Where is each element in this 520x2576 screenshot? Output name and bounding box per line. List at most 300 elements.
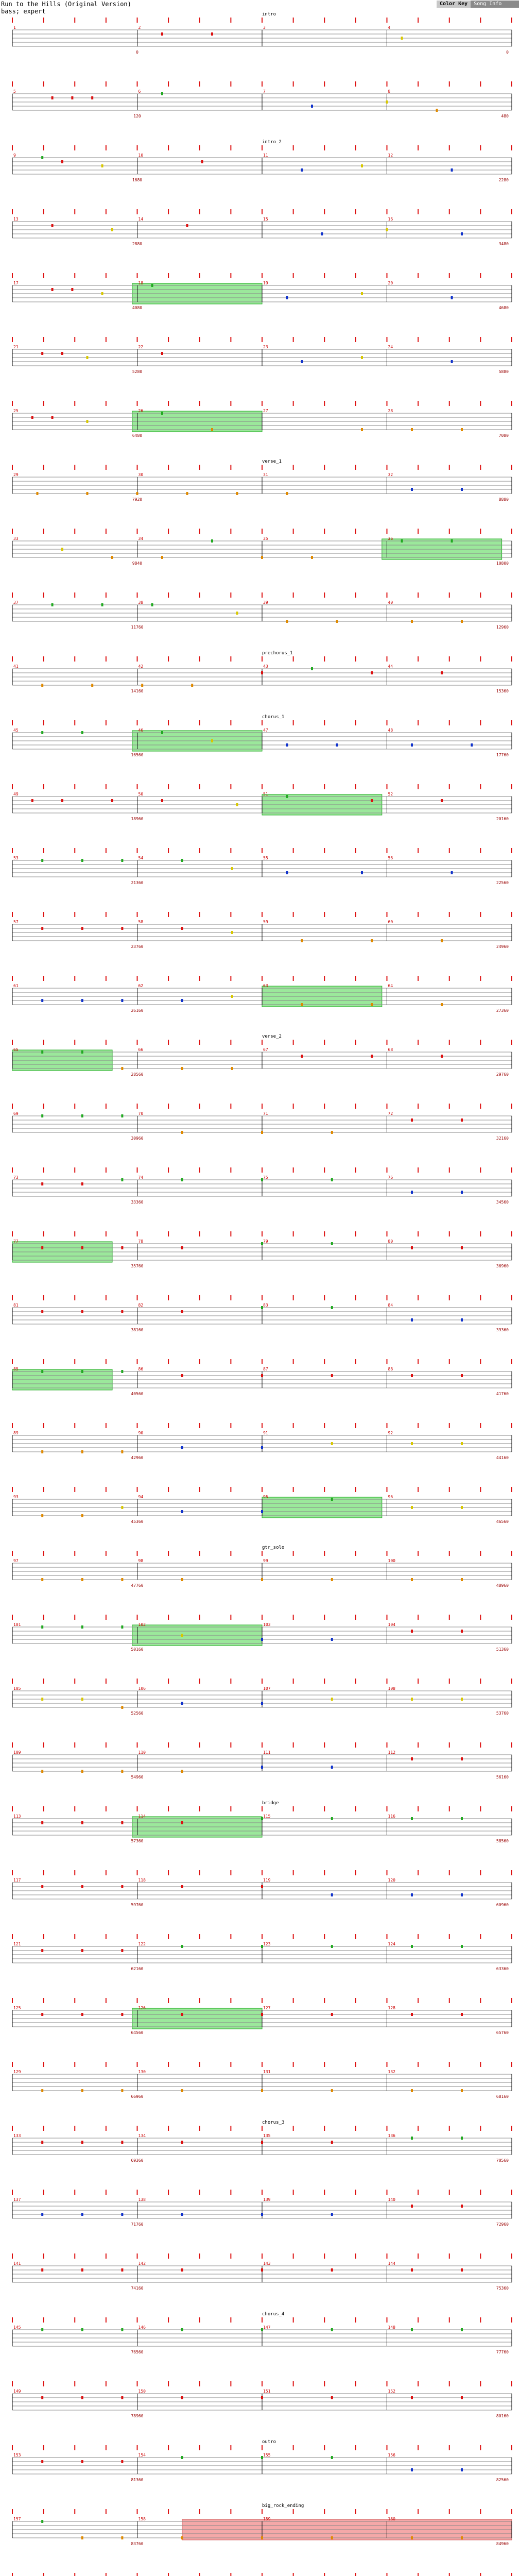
row-score-end: 70560: [496, 2158, 509, 2163]
note-gem: [451, 539, 453, 543]
measure-number: 66: [138, 1047, 144, 1052]
measure-number: 150: [138, 2389, 146, 2394]
measure-number: 134: [138, 2133, 146, 2138]
chart-row: [12, 1870, 512, 1907]
song-info-link[interactable]: Song Info: [471, 1, 519, 8]
note-gem: [41, 2520, 43, 2523]
measure-number: 78: [138, 1239, 144, 1244]
chart-row: [12, 2439, 512, 2482]
measure-number: 21: [13, 345, 19, 349]
note-gem: [121, 1506, 123, 1509]
chart-row: [12, 1487, 512, 1524]
measure-number: 50: [138, 792, 144, 796]
chart-row: [12, 1231, 512, 1268]
note-gem: [81, 2536, 83, 2539]
note-gem: [411, 1374, 413, 1377]
note-gem: [261, 1817, 263, 1820]
note-gem: [461, 1698, 463, 1701]
row-score: 28560: [131, 1072, 144, 1077]
note-gem: [81, 2268, 83, 2272]
measure-number: 76: [388, 1175, 393, 1180]
note-gem: [51, 96, 54, 99]
measure-number: 95: [263, 1495, 268, 1499]
chart-row: [12, 1801, 512, 1843]
measure-number: 35: [263, 536, 268, 541]
measure-number: 43: [263, 664, 268, 669]
chart-row: [12, 912, 512, 949]
measure-number: 148: [388, 2325, 395, 2330]
note-gem: [41, 1578, 43, 1581]
note-gem: [451, 168, 453, 172]
note-gem: [41, 1370, 43, 1373]
measure-number: 20: [388, 281, 393, 285]
measure-number: 116: [388, 1814, 395, 1819]
note-gem: [411, 1578, 413, 1581]
note-gem: [181, 1885, 183, 1888]
note-gem: [81, 2213, 83, 2216]
note-gem: [331, 2089, 333, 2092]
note-gem: [261, 556, 263, 559]
note-gem: [111, 799, 113, 802]
measure-number: 125: [13, 2006, 21, 2010]
measure-number: 47: [263, 728, 268, 733]
measure-number: 111: [263, 1750, 271, 1755]
note-gem: [41, 2141, 43, 2144]
chart-row: [12, 651, 512, 693]
note-gem: [81, 927, 83, 930]
chart-row: [12, 2120, 512, 2163]
row-score: 76560: [131, 2350, 144, 2354]
measure-number: 7: [263, 89, 266, 94]
note-gem: [41, 2328, 43, 2331]
row-score-end: 41760: [496, 1392, 509, 1396]
measure-number: 145: [13, 2325, 21, 2330]
measure-number: 113: [13, 1814, 21, 1819]
note-gem: [181, 1702, 183, 1705]
note-gem: [31, 416, 33, 419]
note-gem: [181, 1945, 183, 1948]
note-gem: [411, 1118, 413, 1122]
row-score-end: 60960: [496, 1903, 509, 1907]
note-gem: [331, 1638, 333, 1641]
note-gem: [111, 228, 113, 231]
note-gem: [411, 620, 413, 623]
note-gem: [261, 1945, 263, 1948]
measure-number: 98: [138, 1558, 144, 1563]
note-gem: [371, 799, 373, 802]
note-gem: [461, 2536, 463, 2539]
note-gem: [411, 428, 413, 431]
note-gem: [461, 1374, 463, 1377]
note-gem: [81, 2328, 83, 2331]
note-gem: [81, 1514, 83, 1517]
note-gem: [81, 1821, 83, 1824]
row-score: 71760: [131, 2222, 144, 2227]
note-gem: [41, 684, 43, 687]
note-gem: [331, 1498, 333, 1501]
row-score: 120: [133, 114, 141, 118]
measure-number: 146: [138, 2325, 146, 2330]
note-gem: [136, 492, 138, 495]
note-gem: [461, 1318, 463, 1321]
row-score: 1680: [132, 178, 143, 182]
chart-row: [12, 848, 512, 885]
note-gem: [386, 228, 388, 231]
measure-number: 127: [263, 2006, 271, 2010]
note-gem: [41, 1182, 43, 1185]
row-score: 62160: [131, 1967, 144, 1971]
row-score-end: 48960: [496, 1583, 509, 1588]
note-gem: [121, 2328, 123, 2331]
note-gem: [41, 731, 43, 734]
chart-row: [12, 273, 512, 310]
measure-number: 27: [263, 409, 268, 413]
note-gem: [331, 2268, 333, 2272]
note-gem: [41, 1821, 43, 1824]
note-gem: [121, 1067, 123, 1070]
note-gem: [321, 232, 323, 235]
note-gem: [261, 1766, 263, 1769]
row-score-end: 36960: [496, 1264, 509, 1268]
measure-number: 124: [388, 1942, 395, 1946]
section-label: chorus_4: [262, 2312, 285, 2317]
row-score-end: 32160: [496, 1136, 509, 1141]
note-gem: [311, 105, 313, 108]
note-gem: [181, 2456, 183, 2459]
note-gem: [461, 1817, 463, 1820]
note-gem: [31, 799, 33, 802]
note-gem: [261, 1242, 263, 1245]
row-score: 47760: [131, 1583, 144, 1588]
measure-number: 108: [388, 1686, 395, 1691]
note-gem: [401, 37, 403, 40]
note-gem: [471, 743, 473, 747]
measure-number: 110: [138, 1750, 146, 1755]
chart-row: [12, 1423, 512, 1460]
note-gem: [81, 1310, 83, 1313]
measure-number: 30: [138, 472, 144, 477]
row-score: 69360: [131, 2158, 144, 2163]
note-gem: [186, 224, 188, 227]
measure-number: 58: [138, 920, 144, 924]
row-score: 9840: [132, 561, 143, 566]
note-gem: [181, 1131, 183, 1134]
note-gem: [121, 859, 123, 862]
measure-number: 97: [13, 1558, 19, 1563]
note-gem: [91, 96, 93, 99]
row-score: 2880: [132, 242, 143, 246]
note-gem: [211, 32, 213, 36]
measure-number: 107: [263, 1686, 271, 1691]
note-gem: [151, 603, 153, 606]
note-gem: [411, 1817, 413, 1820]
note-gem: [37, 492, 39, 495]
row-score-end: 15360: [496, 689, 509, 693]
row-score: 78960: [131, 2414, 144, 2418]
measure-number: 122: [138, 1942, 146, 1946]
measure-number: 62: [138, 984, 144, 988]
measure-number: 42: [138, 664, 144, 669]
note-gem: [331, 1178, 333, 1181]
note-gem: [331, 1242, 333, 1245]
chart-row: [12, 459, 512, 502]
row-score: 14160: [131, 689, 144, 693]
measure-number: 31: [263, 472, 268, 477]
section-label: gtr_solo: [262, 1545, 285, 1550]
chart-row: [12, 2573, 512, 2576]
measure-number: 160: [388, 2517, 395, 2521]
measure-number: 159: [263, 2517, 271, 2521]
chart-row: [12, 2381, 512, 2418]
chart-row: [12, 1615, 512, 1652]
measure-number: 84: [388, 1303, 393, 1308]
row-score: 66960: [131, 2094, 144, 2099]
note-gem: [231, 995, 233, 998]
measure-number: 133: [13, 2133, 21, 2138]
note-gem: [331, 2396, 333, 2399]
note-gem: [261, 1446, 263, 1449]
row-score: 18960: [131, 817, 144, 821]
note-gem: [461, 2396, 463, 2399]
measure-number: 10: [138, 153, 144, 158]
note-gem: [261, 2141, 263, 2144]
chart-row: [12, 2062, 512, 2099]
note-gem: [261, 1178, 263, 1181]
chart-row: [12, 81, 512, 118]
note-gem: [236, 612, 238, 615]
row-score-end: 39360: [496, 1328, 509, 1332]
measure-number: 23: [263, 345, 268, 349]
measure-number: 52: [388, 792, 393, 796]
row-score: 74160: [131, 2286, 144, 2291]
note-gem: [41, 2213, 43, 2216]
measure-number: 90: [138, 1431, 144, 1435]
row-score: 4080: [132, 306, 143, 310]
note-gem: [361, 356, 363, 359]
note-gem: [81, 1370, 83, 1373]
chart-row: [12, 337, 512, 374]
note-gem: [181, 1770, 183, 1773]
note-gem: [181, 2013, 183, 2016]
measure-number: 109: [13, 1750, 21, 1755]
note-gem: [81, 2460, 83, 2463]
measure-number: 51: [263, 792, 268, 796]
note-gem: [411, 1318, 413, 1321]
row-score-end: 22560: [496, 880, 509, 885]
measure-number: 36: [388, 536, 393, 541]
measure-number: 26: [138, 409, 144, 413]
chart-row: [12, 140, 512, 182]
note-gem: [81, 2013, 83, 2016]
note-gem: [331, 2456, 333, 2459]
note-gem: [41, 2013, 43, 2016]
chart-row: [12, 2503, 512, 2546]
measure-number: 99: [263, 1558, 268, 1563]
note-gem: [181, 2089, 183, 2092]
measure-number: 64: [388, 984, 393, 988]
note-gem: [181, 859, 183, 862]
note-gem: [51, 224, 54, 227]
measure-number: 149: [13, 2389, 21, 2394]
measure-number: 103: [263, 1622, 271, 1627]
row-score-end: 72960: [496, 2222, 509, 2227]
note-gem: [81, 1578, 83, 1581]
section-label: bridge: [262, 1801, 279, 1806]
measure-number: 41: [13, 664, 19, 669]
measure-number: 93: [13, 1495, 19, 1499]
note-gem: [261, 2268, 263, 2272]
note-gem: [121, 2268, 123, 2272]
note-gem: [181, 2328, 183, 2331]
note-gem: [261, 1374, 263, 1377]
note-gem: [411, 2536, 413, 2539]
note-gem: [81, 1246, 83, 1249]
measure-number: 126: [138, 2006, 146, 2010]
note-gem: [451, 871, 453, 874]
color-key-label[interactable]: Color Key: [437, 1, 471, 8]
measure-number: 38: [138, 600, 144, 605]
note-gem: [101, 164, 103, 167]
note-gem: [436, 109, 438, 112]
measure-number: 153: [13, 2453, 21, 2458]
note-gem: [211, 428, 213, 431]
measure-number: 147: [263, 2325, 271, 2330]
row-score-end: 53760: [496, 1711, 509, 1716]
measure-number: 39: [263, 600, 268, 605]
note-gem: [331, 1817, 333, 1820]
note-gem: [331, 1893, 333, 1896]
row-score-end: 80160: [496, 2414, 509, 2418]
note-gem: [181, 2141, 183, 2144]
note-gem: [121, 927, 123, 930]
note-gem: [441, 939, 443, 942]
chart-row: [12, 1545, 512, 1588]
measure-number: 137: [13, 2197, 21, 2202]
measure-number: 60: [388, 920, 393, 924]
measure-number: 56: [388, 856, 393, 860]
measure-number: 106: [138, 1686, 146, 1691]
measure-number: 70: [138, 1111, 144, 1116]
measure-number: 87: [263, 1367, 268, 1371]
row-score: 26160: [131, 1008, 144, 1013]
note-gem: [286, 492, 288, 495]
note-gem: [331, 1766, 333, 1769]
row-score-end: 68160: [496, 2094, 509, 2099]
measure-number: 55: [263, 856, 268, 860]
note-gem: [411, 1191, 413, 1194]
note-gem: [161, 799, 163, 802]
note-gem: [331, 1698, 333, 1701]
note-gem: [361, 164, 363, 167]
note-gem: [181, 1634, 183, 1637]
note-gem: [411, 1698, 413, 1701]
measure-number: 61: [13, 984, 19, 988]
note-gem: [91, 684, 93, 687]
measure-number: 6: [138, 89, 141, 94]
row-score-end: 17760: [496, 753, 509, 757]
note-gem: [41, 1885, 43, 1888]
note-gem: [331, 1131, 333, 1134]
section-label: chorus_1: [262, 715, 285, 720]
measure-number: 104: [388, 1622, 395, 1627]
note-gem: [41, 1114, 43, 1117]
note-gem: [461, 1757, 463, 1760]
note-gem: [41, 1514, 43, 1517]
chart-row: [12, 1742, 512, 1780]
measure-number: 141: [13, 2261, 21, 2266]
measure-number: 85: [13, 1367, 19, 1371]
measure-number: 129: [13, 2070, 21, 2074]
note-gem: [261, 2328, 263, 2331]
note-gem: [81, 1114, 83, 1117]
note-gem: [71, 288, 73, 291]
section-label: intro_2: [262, 140, 282, 145]
measure-number: 91: [263, 1431, 268, 1435]
measure-number: 17: [13, 281, 19, 285]
note-gem: [411, 488, 413, 491]
measure-number: 77: [13, 1239, 19, 1244]
note-gem: [411, 1945, 413, 1948]
note-gem: [121, 2396, 123, 2399]
note-gem: [461, 1630, 463, 1633]
note-gem: [261, 2013, 263, 2016]
note-gem: [41, 1625, 43, 1629]
note-gem: [181, 1510, 183, 1513]
row-score: 57360: [131, 1839, 144, 1843]
note-gem: [41, 1949, 43, 1952]
measure-number: 4: [388, 25, 391, 30]
row-score-end: 12960: [496, 625, 509, 630]
note-gem: [461, 232, 463, 235]
note-gem: [41, 2396, 43, 2399]
note-gem: [461, 2089, 463, 2092]
note-gem: [81, 859, 83, 862]
note-gem: [121, 1625, 123, 1629]
row-score-end: 65760: [496, 2030, 509, 2035]
chart-row: [12, 592, 512, 630]
measure-number: 22: [138, 345, 144, 349]
chart-row: [12, 784, 512, 821]
note-gem: [81, 1770, 83, 1773]
note-gem: [111, 556, 113, 559]
chart-row: [12, 529, 512, 566]
measure-number: 158: [138, 2517, 146, 2521]
note-gem: [121, 1310, 123, 1313]
row-score-end: 480: [501, 114, 509, 118]
chart-row: [12, 976, 512, 1013]
note-gem: [81, 1182, 83, 1185]
note-gem: [181, 1067, 183, 1070]
note-gem: [331, 2013, 333, 2016]
row-score-end: 46560: [496, 1519, 509, 1524]
measure-number: 83: [263, 1303, 268, 1308]
note-gem: [181, 927, 183, 930]
measure-number: 74: [138, 1175, 144, 1180]
note-gem: [331, 2213, 333, 2216]
row-score: 81360: [131, 2478, 144, 2482]
note-gem: [81, 1050, 83, 1054]
note-gem: [161, 556, 163, 559]
row-score-end: 51360: [496, 1647, 509, 1652]
note-gem: [41, 1246, 43, 1249]
note-gem: [121, 1706, 123, 1709]
note-gem: [236, 492, 238, 495]
note-gem: [461, 2205, 463, 2208]
note-gem: [121, 1770, 123, 1773]
page-title: Run to the Hills (Original Version): [1, 1, 131, 8]
note-gem: [81, 1698, 83, 1701]
measure-number: 96: [388, 1495, 393, 1499]
